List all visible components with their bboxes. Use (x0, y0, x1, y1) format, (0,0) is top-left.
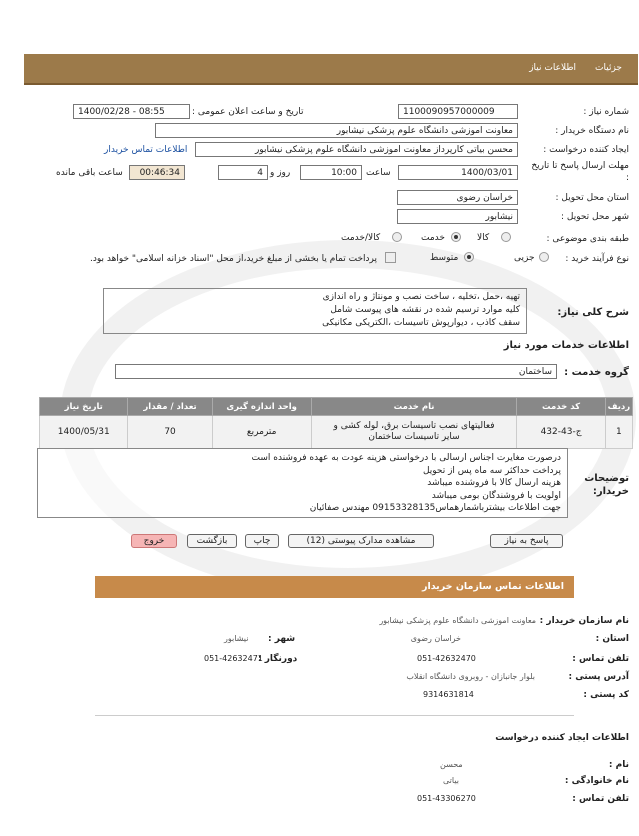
remaining-label: ساعت باقی مانده (56, 168, 123, 178)
payment-note: پرداخت تمام یا بخشی از مبلغ خرید،از محل "اسناد خزانه اسلامی" خواهد بود. (89, 254, 377, 264)
creator-contact-title: اطلاعات ایجاد کننده درخواست (495, 733, 629, 743)
days-field: 4 (218, 165, 268, 180)
category-label: طبقه بندی موضوعی : (546, 234, 629, 244)
deadline-label: مهلت ارسال پاسخ تا تاریخ : (531, 161, 629, 183)
payment-checkbox[interactable] (385, 252, 396, 263)
category-radio-goods-service[interactable] (392, 232, 402, 242)
process-radio-minor[interactable] (539, 252, 549, 262)
back-button[interactable]: بازگشت (187, 534, 237, 548)
buyer-org-label: نام دستگاه خریدار : (555, 126, 629, 136)
contact-divider (95, 715, 574, 716)
reply-button[interactable]: پاسخ به نیاز (490, 534, 563, 548)
col-qty: تعداد / مقدار (128, 398, 212, 416)
attachments-button[interactable]: مشاهده مدارک پیوستی (12) (288, 534, 434, 548)
contact-province: خراسان رضوی (410, 634, 461, 643)
contact-fax-label: دورنگار : (258, 654, 298, 664)
buyer-note-1: درصورت مغایرت اجناس ارسالی با درخواستی هزینه عودت به عهده فروشنده است (251, 453, 561, 463)
row-unit: مترمربع (212, 416, 311, 449)
buyer-note-3: هزینه ارسال کالا با فروشنده میباشد (427, 478, 561, 488)
buyer-notes-label: توضیحات خریدار: (584, 473, 629, 497)
col-date: تاریخ نیاز (40, 398, 128, 416)
services-table (39, 397, 633, 449)
buyer-contact-link[interactable]: اطلاعات تماس خریدار (104, 145, 188, 155)
col-index: ردیف (605, 398, 632, 416)
announce-date-field: 1400/02/28 - 08:55 (73, 104, 190, 119)
print-button[interactable]: چاپ (245, 534, 279, 548)
contact-postal: 9314631814 (423, 690, 474, 699)
contact-city-label: شهر : (268, 634, 296, 644)
contact-phone: 051-42632470 (417, 654, 476, 663)
service-group-field: ساختمان (115, 364, 557, 379)
category-radio-goods[interactable] (501, 232, 511, 242)
row-date: 1400/05/31 (40, 416, 128, 449)
col-code: کد خدمت (517, 398, 605, 416)
process-minor-label: جزیی (514, 253, 535, 263)
process-radio-medium[interactable] (464, 252, 474, 262)
deadline-date-field: 1400/03/01 (398, 165, 518, 180)
row-index: 1 (605, 416, 632, 449)
contact-city: نیشابور (224, 634, 249, 643)
process-label: نوع فرآیند خرید : (565, 254, 629, 264)
buyer-org-field: معاونت اموزشی دانشگاه علوم پزشکی نیشابور (155, 123, 518, 138)
need-number-field: 1100090957000009 (398, 104, 518, 119)
buyer-note-5: جهت اطلاعات بیشترباشمارهماس09153328135 مهندس صفائیان (309, 503, 561, 513)
row-name (311, 416, 517, 449)
contact-org-label: نام سازمان خریدار : (539, 616, 629, 626)
city-field: نیشابور (397, 209, 518, 224)
creator-name-label: نام : (608, 760, 629, 770)
table-row (40, 416, 633, 449)
row-name-line-1: فعالیتهای نصب تاسیسات برق، لوله کشی و (333, 421, 495, 431)
province-label: استان محل تحویل : (555, 193, 629, 203)
contact-fax: 051-42632471 (204, 654, 263, 663)
process-medium-label: متوسط (430, 253, 459, 263)
buyer-note-2: پرداخت حداکثر سه ماه پس از تحویل (422, 465, 561, 476)
tab-details[interactable]: جزئیات (595, 63, 622, 73)
creator-family: بیاتی (443, 776, 459, 785)
city-label: شهر محل تحویل : (560, 212, 629, 222)
tab-need-info[interactable]: اطلاعات نیاز (529, 63, 576, 73)
contact-postal-label: کد پستی : (583, 690, 629, 700)
creator-field: محسن بیاتی کارپرداز معاونت اموزشی دانشگاه علوم پزشکی نیشابور (195, 142, 518, 157)
creator-label: ایجاد کننده درخواست : (543, 145, 629, 155)
contact-address: بلوار جانبازان - روبروی دانشگاه انقلاب (406, 672, 535, 681)
exit-button[interactable]: خروج (131, 534, 177, 548)
col-unit: واحد اندازه گیری (212, 398, 311, 416)
buyer-notes-box (37, 448, 568, 518)
buyer-note-4: اولویت با فروشندگان بومی میباشد (431, 490, 561, 501)
category-service-label: خدمت (421, 233, 445, 243)
contact-province-label: استان : (595, 634, 629, 644)
category-goods-service-label: کالا/خدمت (341, 233, 381, 243)
creator-phone-label: تلفن تماس : (572, 794, 629, 804)
deadline-time-field: 10:00 (300, 165, 362, 180)
contact-address-label: آدرس پستی : (568, 672, 629, 682)
row-qty: 70 (128, 416, 212, 449)
header-bar (24, 54, 638, 85)
row-name-line-2: سایر تاسیسات ساختمان (368, 432, 460, 442)
description-line-3: سقف کاذب ، دیوارپوش تاسیسات ،الکتریکی مکانیکی (322, 318, 520, 328)
description-line-1: تهیه ،حمل ،تخلیه ، ساخت نصب و مونتاژ و راه اندازی (322, 292, 520, 302)
contact-org: معاونت اموزشی دانشگاه علوم پزشکی نیشابور (379, 616, 536, 625)
day-label: روز و (270, 168, 291, 178)
province-field: خراسان رضوی (397, 190, 518, 205)
remaining-time-field: 00:46:34 (129, 165, 185, 180)
table-header-row (40, 398, 633, 416)
category-radio-service[interactable] (451, 232, 461, 242)
creator-family-label: نام خانوادگی : (564, 776, 629, 786)
announce-date-label: تاریخ و ساعت اعلان عمومی : (192, 107, 304, 117)
creator-name: محسن (440, 760, 463, 769)
hour-label: ساعت (366, 168, 391, 178)
services-title: اطلاعات خدمات مورد نیاز (503, 340, 629, 351)
buyer-contact-header (95, 576, 574, 598)
category-goods-label: کالا (477, 233, 490, 243)
description-label: شرح کلی نیاز: (557, 307, 629, 318)
contact-phone-label: تلفن تماس : (572, 654, 629, 664)
row-code: ج-43-432 (517, 416, 605, 449)
need-number-label: شماره نیاز : (583, 107, 629, 117)
description-line-2: کلیه موارد ترسیم شده در نقشه های پیوست شامل (330, 305, 520, 315)
buyer-contact-title: اطلاعات تماس سازمان خریدار (421, 581, 564, 592)
service-group-label: گروه خدمت : (564, 367, 629, 378)
creator-phone: 051-43306270 (417, 794, 476, 803)
description-box (103, 288, 527, 334)
col-name: نام خدمت (311, 398, 517, 416)
